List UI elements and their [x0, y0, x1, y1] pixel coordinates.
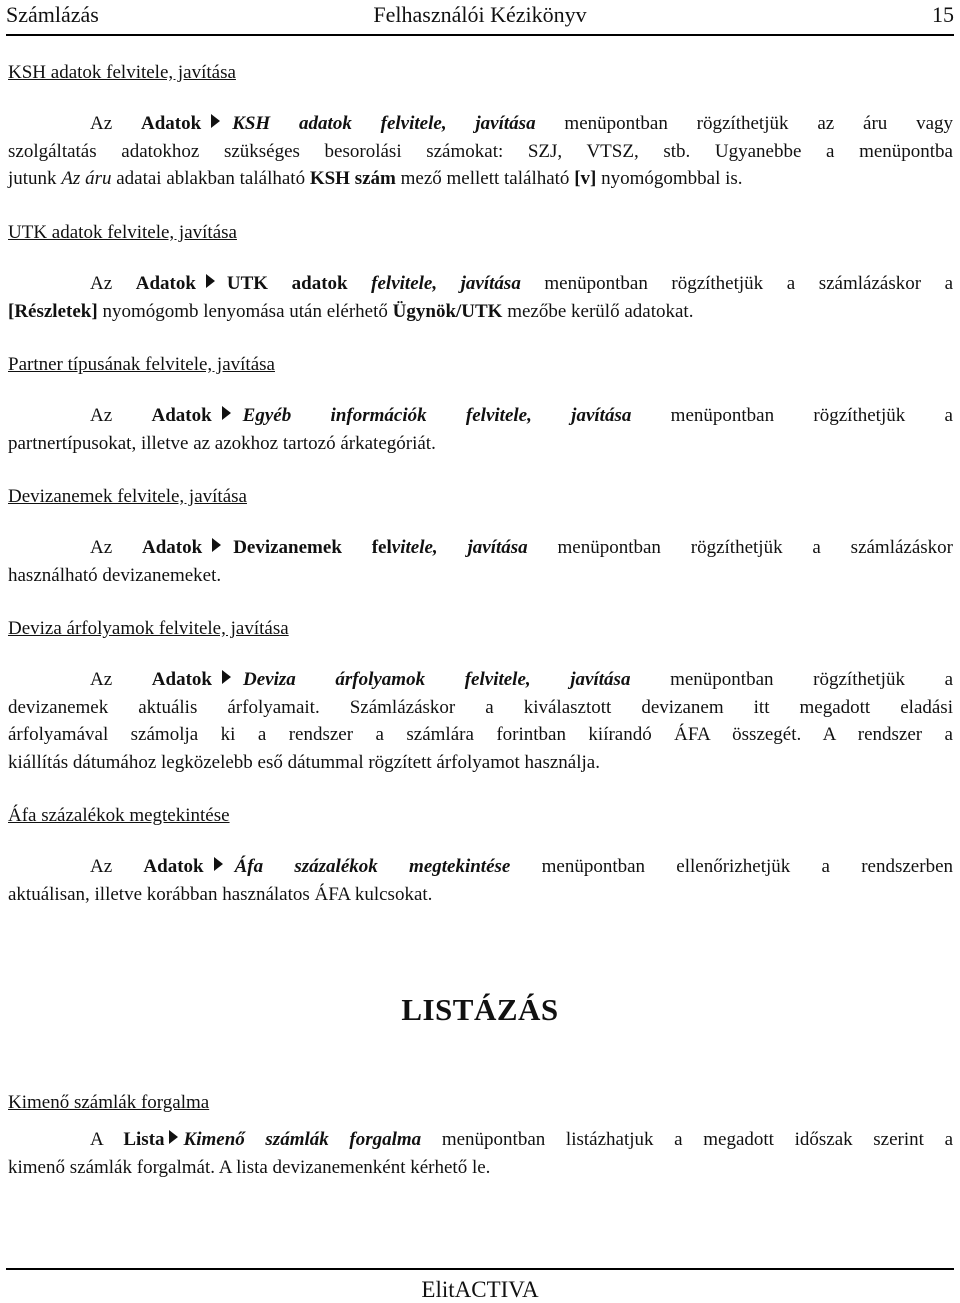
paragraph-line: kimenő számlák forgalmát. A lista devizanemenként kérhető le.	[8, 1156, 491, 1178]
section-body-utk	[8, 270, 953, 325]
header-chapter: Számlázás	[6, 2, 99, 27]
menu-arrow-icon	[206, 274, 215, 288]
section-title-partner: Partner típusának felvitele, javítása	[8, 354, 275, 375]
section-title-ksh: KSH adatok felvitele, javítása	[8, 62, 236, 83]
section-body-devizanemek	[8, 534, 953, 589]
menu-arrow-icon	[211, 114, 220, 128]
page-footer	[6, 1268, 954, 1303]
paragraph-line: használható devizanemeket.	[8, 564, 222, 586]
paragraph-line: jutunk Az áru adatai ablakban található KSH szám mező mellett található [v] nyomógombbal is.	[8, 168, 743, 189]
section-body-arfolyamok	[8, 666, 953, 776]
header-page-number: 15	[932, 2, 954, 27]
paragraph-line: aktuálisan, illetve korábban használatos ÁFA kulcsokat.	[8, 883, 433, 905]
menu-arrow-icon	[222, 406, 231, 420]
footer-product-name: ElitACTIVA	[421, 1277, 539, 1302]
paragraph-line: A Lista Kimenő számlák forgalma menüpontban listázhatjuk a megadott időszak szerint a	[90, 1129, 954, 1150]
paragraph-line: partnertípusokat, illetve az azokhoz tartozó árkategóriát.	[8, 432, 436, 454]
paragraph-line: árfolyamával számolja ki a rendszer a számlára forintban kiírandó ÁFA összegét. A rendszer a	[8, 724, 953, 745]
page-header	[6, 0, 954, 36]
section-title-utk: UTK adatok felvitele, javítása	[8, 222, 237, 243]
paragraph-line: Az Adatok Egyéb információk felvitele, javítása menüpontban rögzíthetjük a	[90, 405, 953, 426]
section-title-kimeno: Kimenő számlák forgalma	[8, 1092, 210, 1113]
paragraph-line: Az Adatok Áfa százalékok megtekintése menüpontban ellenőrizhetjük a rendszerben	[90, 856, 953, 877]
menu-arrow-icon	[169, 1130, 178, 1144]
paragraph-line: devizanemek aktuális árfolyamait. Számlázáskor a kiválasztott devizanem itt megadott eladási	[8, 696, 953, 718]
section-body-ksh	[8, 110, 953, 193]
paragraph-line: [Részletek] nyomógomb lenyomása után elérhető Ügynök/UTK mezőbe kerülő adatokat.	[8, 300, 694, 322]
section-title-devizanemek: Devizanemek felvitele, javítása	[8, 486, 247, 507]
paragraph-line: szolgáltatás adatokhoz szükséges besorolási számokat: SZJ, VTSZ, stb. Ugyanebbe a menüpontba	[8, 140, 953, 162]
paragraph-line: Az Adatok KSH adatok felvitele, javítása menüpontban rögzíthetjük az áru vagy	[90, 113, 954, 134]
section-title-arfolyamok: Deviza árfolyamok felvitele, javítása	[8, 618, 289, 639]
menu-arrow-icon	[222, 670, 231, 684]
section-title-afa: Áfa százalékok megtekintése	[8, 805, 230, 826]
section-body-afa	[8, 853, 953, 908]
menu-arrow-icon	[214, 857, 223, 871]
paragraph-line: Az Adatok UTK adatok felvitele, javítása menüpontban rögzíthetjük a számlázáskor a	[90, 273, 954, 294]
chapter-heading-listazas: LISTÁZÁS	[401, 992, 559, 1027]
section-body-partner	[8, 402, 953, 457]
paragraph-line: Az Adatok Devizanemek felvitele, javítása menüpontban rögzíthetjük a számlázáskor	[90, 537, 954, 558]
section-body-kimeno	[8, 1126, 953, 1181]
header-manual-title: Felhasználói Kézikönyv	[373, 2, 587, 27]
paragraph-line: Az Adatok Deviza árfolyamok felvitele, javítása menüpontban rögzíthetjük a	[90, 669, 954, 690]
paragraph-line: kiállítás dátumához legközelebb eső dátummal rögzített árfolyamot használja.	[8, 751, 600, 773]
menu-arrow-icon	[212, 538, 221, 552]
